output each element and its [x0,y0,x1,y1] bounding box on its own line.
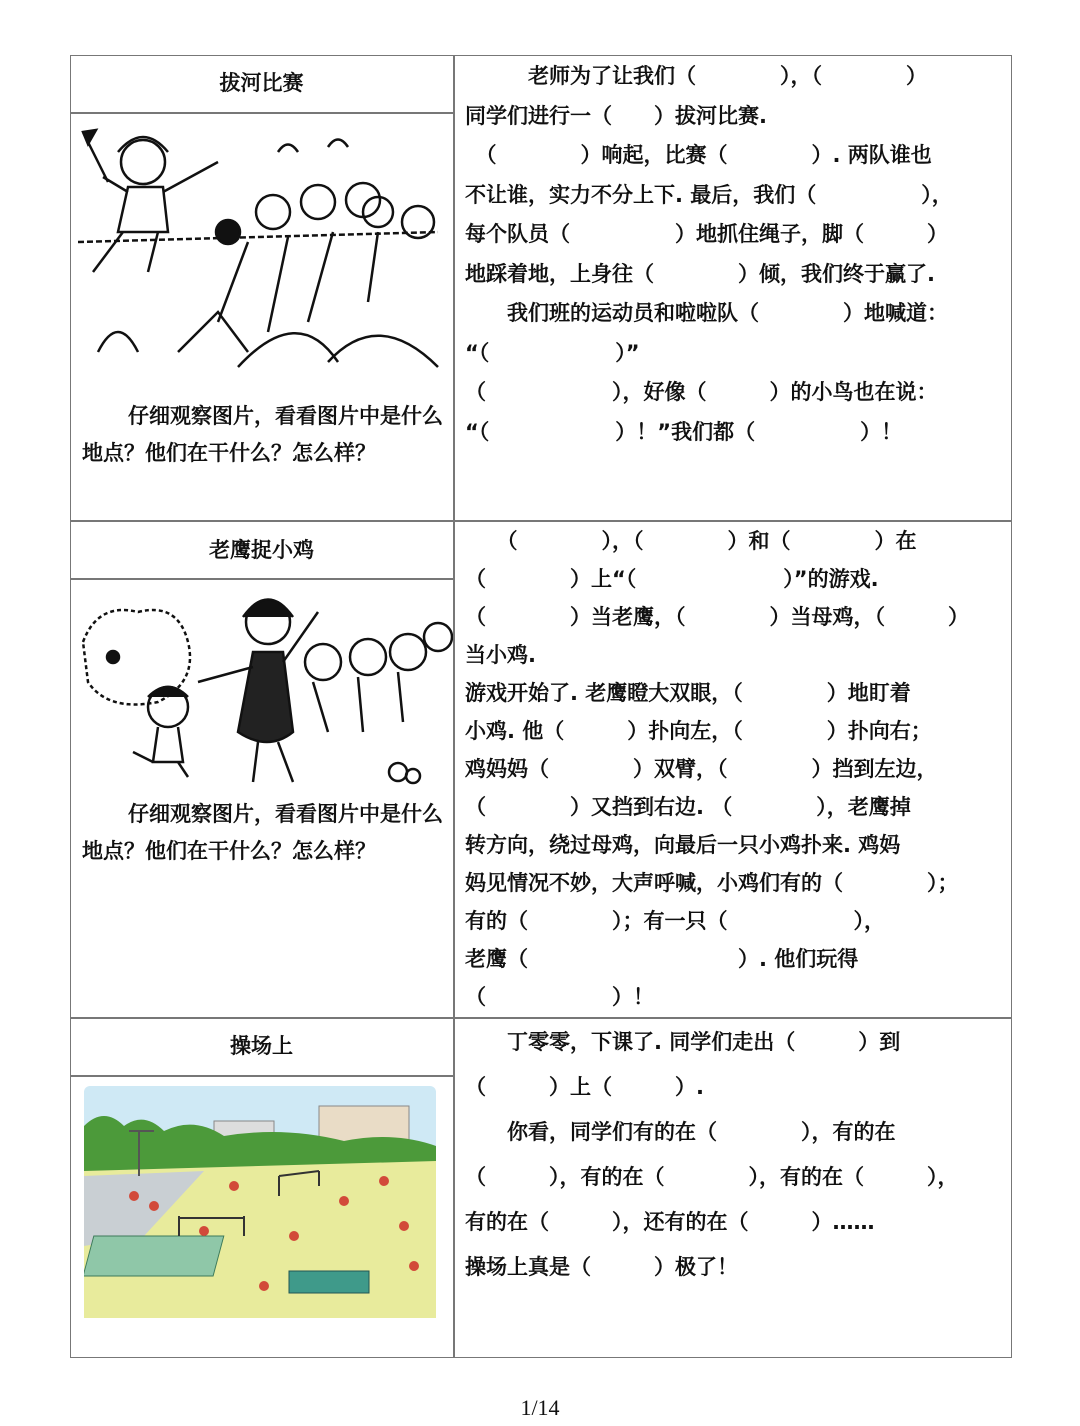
passage-line: 你看，同学们有的在（ ），有的在 [465,1120,896,1144]
section-prompt: 仔细观察图片，看看图片中是什么地点？他们在干什么？怎么样？ [82,802,443,863]
section-title-eagle-catches-chicks: 老鹰捉小鸡 [209,538,314,562]
section-passage-playground [465,1020,1005,1290]
passage-line: 有的（ ）；有一只（ ）， [465,909,885,933]
passage-line: 转方向，绕过母鸡，向最后一只小鸡扑来. 鸡妈 [465,833,901,857]
passage-line: 每个队员（ ）地抓住绳子，脚（ ） [465,222,948,246]
passage-line: （ ）当老鹰，（ ）当母鸡，（ ） [465,605,969,629]
passage-line: （ ）上（ ）. [465,1075,704,1099]
section-title-tug-of-war: 拔河比赛 [219,71,304,95]
passage-line: 同学们进行一（ ）拔河比赛. [465,103,767,128]
passage-line: 鸡妈妈（ ）双臂，（ ）挡到左边， [465,757,938,781]
section-passage-tug-of-war [465,57,1005,452]
passage-line: 有的在（ ），还有的在（ ）…… [465,1210,875,1234]
row-divider [70,1017,1012,1019]
column-divider [453,55,455,1358]
eagle-catches-chicks-illustration [78,582,453,787]
section-passage-eagle-catches-chicks [465,522,1005,1016]
passage-line: 老鹰（ ）. 他们玩得 [465,947,859,971]
tug-of-war-illustration [78,122,448,377]
passage-line: （ ）又挡到右边. （ ），老鹰掉 [465,795,911,819]
passage-line: 老师为了让我们（ ），（ ） [465,64,927,88]
passage-line: （ ），（ ）和（ ）在 [465,529,917,553]
passage-line: 地踩着地，上身往（ ）倾，我们终于赢了. [465,261,935,286]
passage-line: 妈见情况不妙，大声呼喊，小鸡们有的（ ）； [465,871,959,895]
section-prompt: 仔细观察图片，看看图片中是什么地点？他们在干什么？怎么样？ [82,404,443,465]
passage-line: “（ ）！”我们都（ ）！ [465,419,903,444]
passage-line: 我们班的运动员和啦啦队（ ）地喊道： [465,301,948,325]
row-divider [70,1075,453,1077]
page-number: 1/14 [520,1395,560,1420]
row-divider [70,112,453,114]
passage-line: （ ），有的在（ ），有的在（ ）， [465,1165,959,1189]
passage-line: （ ），好像（ ）的小鸟也在说： [465,380,938,404]
passage-line: 操场上真是（ ）极了！ [465,1255,738,1279]
passage-line: 游戏开始了. 老鹰瞪大双眼，（ ）地盯着 [465,681,911,705]
passage-line: （ ）上“（ ）”的游戏. [465,567,879,591]
passage-line: 当小鸡. [465,643,536,667]
passage-line: （ ）！ [465,985,654,1009]
passage-line: （ ）响起，比赛（ ）. 两队谁也 [465,143,932,167]
passage-line: 丁零零，下课了. 同学们走出（ ）到 [465,1030,901,1054]
playground-illustration [84,1086,436,1318]
passage-line: “（ ）” [465,340,640,365]
row-divider [70,578,453,580]
section-title-playground: 操场上 [230,1034,293,1058]
passage-line: 不让谁，实力不分上下. 最后，我们（ ）， [465,182,953,207]
passage-line: 小鸡. 他（ ）扑向左，（ ）扑向右； [465,719,932,743]
